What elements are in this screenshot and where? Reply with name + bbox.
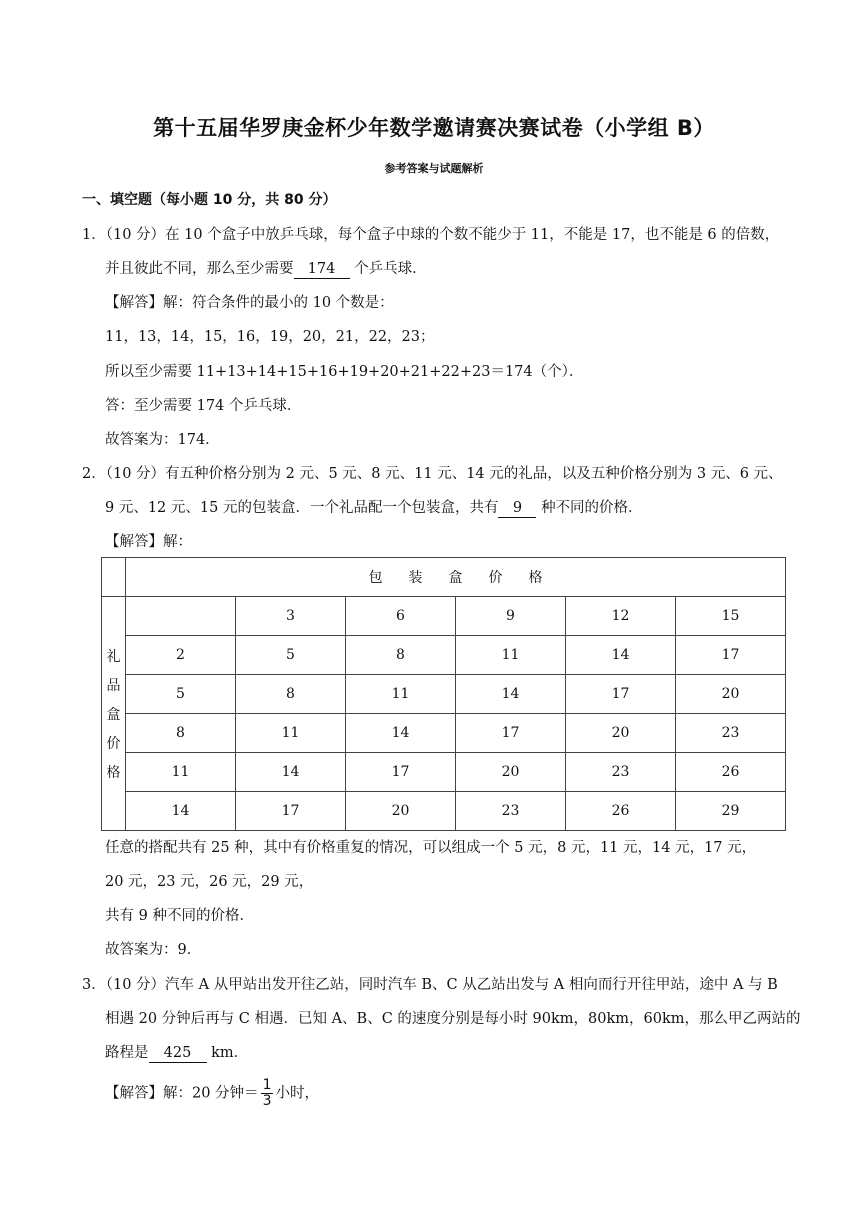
sum-cell: 23 xyxy=(456,792,566,831)
table-empty-cell xyxy=(126,597,236,636)
q2-answer-blank: 9 xyxy=(498,500,536,518)
q3-solution-text: 【解答】解：20 分钟＝ xyxy=(105,1085,259,1102)
sum-cell: 20 xyxy=(346,792,456,831)
box-price-cell: 12 xyxy=(566,597,676,636)
box-price-header: 包装盒价格 xyxy=(368,570,569,586)
q3-stem-tail: km． xyxy=(211,1045,249,1061)
sum-cell: 14 xyxy=(346,714,456,753)
gift-price-header xyxy=(102,646,125,782)
sum-cell: 14 xyxy=(566,636,676,675)
row-header-char: 盒 xyxy=(106,706,121,723)
sum-cell: 26 xyxy=(676,753,786,792)
table-row-header xyxy=(102,597,126,831)
box-price-cell: 9 xyxy=(456,597,566,636)
q3-answer-blank: 425 xyxy=(149,1045,207,1063)
gift-price-cell: 2 xyxy=(126,636,236,675)
box-price-cell: 15 xyxy=(676,597,786,636)
sum-cell: 14 xyxy=(456,675,566,714)
q1-solution-numbers: 11，13，14，15，16，19，20，21，22，23； xyxy=(105,329,435,345)
gift-price-cell: 5 xyxy=(126,675,236,714)
gift-price-cell: 11 xyxy=(126,753,236,792)
sum-cell: 8 xyxy=(236,675,346,714)
row-header-char: 格 xyxy=(106,764,121,781)
sum-cell: 23 xyxy=(566,753,676,792)
q3-solution-line xyxy=(105,1078,319,1109)
q1-solution-label: 【解答】解：符合条件的最小的 10 个数是： xyxy=(105,295,394,311)
q2-final-answer: 故答案为：9． xyxy=(105,942,202,958)
sum-cell: 17 xyxy=(566,675,676,714)
q2-stem-line2 xyxy=(105,498,643,518)
page-subtitle: 参考答案与试题解析 xyxy=(384,162,484,175)
sum-cell: 20 xyxy=(566,714,676,753)
q2-explanation-line1: 任意的搭配共有 25 种，其中有价格重复的情况，可以组成一个 5 元，8 元，11 元，14 元，17 元， xyxy=(105,840,757,856)
q1-stem-line2 xyxy=(105,259,427,279)
box-price-cell: 3 xyxy=(236,597,346,636)
box-price-cell: 6 xyxy=(346,597,456,636)
q3-stem-line3 xyxy=(105,1043,248,1063)
table-row xyxy=(102,636,786,675)
q2-stem-text: 9 元、12 元、15 元的包装盒．一个礼品配一个包装盒，共有 xyxy=(105,500,499,516)
sum-cell: 26 xyxy=(566,792,676,831)
sum-cell: 17 xyxy=(456,714,566,753)
sum-cell: 17 xyxy=(676,636,786,675)
section-heading: 一、填空题（每小题 10 分，共 80 分） xyxy=(82,192,337,208)
sum-cell: 11 xyxy=(456,636,566,675)
sum-cell: 17 xyxy=(346,753,456,792)
sum-cell: 11 xyxy=(346,675,456,714)
q2-stem-tail: 种不同的价格． xyxy=(541,500,643,516)
q1-stem-tail: 个乒乓球． xyxy=(354,261,427,277)
sum-cell: 20 xyxy=(456,753,566,792)
gift-price-cell: 8 xyxy=(126,714,236,753)
q2-explanation-line3: 共有 9 种不同的价格． xyxy=(105,908,254,924)
q1-stem-line1: 1．（10 分）在 10 个盒子中放乒乓球，每个盒子中球的个数不能少于 11，不能是 17，也不能是 6 的倍数， xyxy=(82,227,780,243)
table-column-header xyxy=(126,558,786,597)
q3-solution-tail: 小时， xyxy=(275,1085,319,1102)
sum-cell: 5 xyxy=(236,636,346,675)
q1-stem-text: 并且彼此不同，那么至少需要 xyxy=(105,261,294,277)
fraction-numerator: 1 xyxy=(262,1077,272,1093)
q2-explanation-line2: 20 元，23 元，26 元，29 元， xyxy=(105,874,314,890)
page-title: 第十五届华罗庚金杯少年数学邀请赛决赛试卷（小学组 B） xyxy=(153,116,715,140)
q1-solution-answer: 答：至少需要 174 个乒乓球． xyxy=(105,398,302,414)
sum-cell: 8 xyxy=(346,636,456,675)
gift-price-cell: 14 xyxy=(126,792,236,831)
sum-cell: 11 xyxy=(236,714,346,753)
q3-stem-text: 路程是 xyxy=(105,1045,149,1061)
table-row xyxy=(102,792,786,831)
table-row xyxy=(102,597,786,636)
table-header-row xyxy=(102,558,786,597)
table-corner-cell xyxy=(102,558,126,597)
table-row xyxy=(102,714,786,753)
table-row xyxy=(102,753,786,792)
row-header-char: 品 xyxy=(106,677,121,694)
table-row xyxy=(102,675,786,714)
q1-answer-blank: 174 xyxy=(294,261,350,279)
q1-final-answer: 故答案为：174． xyxy=(105,432,220,448)
sum-cell: 20 xyxy=(676,675,786,714)
fraction-denominator: 3 xyxy=(262,1093,272,1109)
row-header-char: 礼 xyxy=(106,648,121,665)
row-header-char: 价 xyxy=(106,735,121,752)
q3-stem-line2: 相遇 20 分钟后再与 C 相遇．已知 A、B、C 的速度分别是每小时 90km，80km，60km，那么甲乙两站的 xyxy=(105,1011,801,1027)
q1-solution-sum: 所以至少需要 11+13+14+15+16+19+20+21+22+23＝174（个）． xyxy=(105,364,584,380)
q2-stem-line1: 2．（10 分）有五种价格分别为 2 元、5 元、8 元、11 元、14 元的礼品，以及五种价格分别为 3 元、6 元、 xyxy=(82,466,783,482)
price-table xyxy=(101,557,786,831)
sum-cell: 17 xyxy=(236,792,346,831)
q3-stem-line1: 3．（10 分）汽车 A 从甲站出发开往乙站，同时汽车 B、C 从乙站出发与 A 相向而行开往甲站，途中 A 与 B xyxy=(82,977,778,993)
q2-solution-label: 【解答】解： xyxy=(105,534,192,550)
sum-cell: 14 xyxy=(236,753,346,792)
fraction xyxy=(261,1078,274,1109)
sum-cell: 29 xyxy=(676,792,786,831)
sum-cell: 23 xyxy=(676,714,786,753)
